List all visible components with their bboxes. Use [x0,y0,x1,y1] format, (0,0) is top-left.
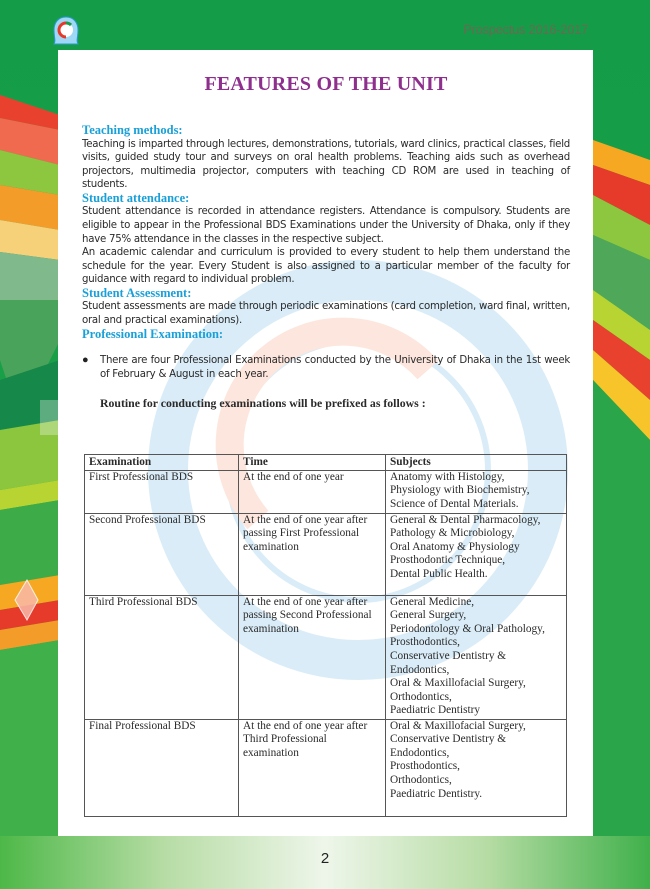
institution-logo [52,16,80,46]
subject-item: Oral & Maxillofacial Surgery, [390,677,526,690]
exam-routine-table [84,454,567,817]
cell-time: At the end of one year after Third Professional examination [239,719,386,816]
cell-subjects [386,513,567,595]
subject-item: Orthodontics, [390,690,452,703]
table-row [85,470,567,513]
bullet-dot-icon: ● [82,354,89,367]
table-row [85,513,567,595]
subject-item: Paediatric Dentistry. [390,787,483,800]
bullet-item [82,354,570,381]
subject-item: General Surgery, [390,609,467,622]
section-heading-teaching-methods: Teaching methods: [82,123,183,137]
section-paragraph: Student assessments are made through periodic examinations (card completion, ward final, written, oral and practical examinations). [82,301,570,327]
section-heading-professional-examination: Professional Examination: [82,326,224,341]
subject-item: Orthodontics, [390,773,452,786]
table-row [85,595,567,719]
subject-item: Conservative Dentistry & Endodontics, [390,649,507,676]
cell-examination: First Professional BDS [85,470,239,513]
bullet-text: There are four Professional Examinations conducted by the University of Dhaka in the 1st week of February & August in each year. [100,355,570,380]
subject-item: Conservative Dentistry & Endodontics, [390,733,507,759]
subject-item: Oral Anatomy & Physiology [390,540,520,553]
table-row [85,719,567,816]
cell-time: At the end of one year [239,470,386,513]
cell-subjects [386,719,567,816]
subject-item: Prosthodontics, [390,636,460,649]
subject-item: Physiology with Biochemistry, [390,484,530,497]
subject-item: Paediatric Dentistry [390,704,481,717]
section-paragraph: Teaching is imparted through lectures, demonstrations, tutorials, ward clinics, practical classes, field visits, guided study tour and surveys on oral health problems. Teaching aids such as overhead projectors, multimedia projector, computers with teaching CD ROM are used in teaching of students. [82,138,570,191]
cell-examination: Second Professional BDS [85,513,239,595]
column-header-examination: Examination [85,455,239,471]
running-head: Prospectus 2016-2017 [463,22,588,37]
column-header-time: Time [239,455,386,471]
column-header-subjects: Subjects [386,455,567,471]
subject-item: General & Dental Pharmacology, [390,513,541,526]
routine-caption: Routine for conducting examinations will be prefixed as follows : [100,396,426,411]
subject-item: Dental Public Health. [390,567,488,580]
page-number: 2 [320,850,330,867]
logo-emblem-icon [52,16,80,46]
section-heading-student-assessment: Student Assessment: [82,285,192,300]
subject-item: General Medicine, [390,595,475,608]
cell-time: At the end of one year after passing First Professional examination [239,513,386,595]
section-paragraph: An academic calendar and curriculum is provided to every student to help them understand the schedule for the year. Every Student is also assigned to a particular member of the faculty for guidance with regard to individual problem. [82,247,570,286]
cell-time: At the end of one year after passing Second Professional examination [239,595,386,719]
cell-examination: Third Professional BDS [85,595,239,719]
subject-item: Oral & Maxillofacial Surgery, [390,719,526,732]
page-content [82,50,570,411]
subject-item: Prosthodontic Technique, [390,554,506,567]
subject-item: Science of Dental Materials. [390,497,519,510]
cell-examination: Final Professional BDS [85,719,239,816]
table-header-row [85,455,567,471]
section-paragraph: Student attendance is recorded in attendance registers. Attendance is compulsory. Students are eligible to appear in the Professional BDS Examinations under the University of Dhaka, only if they have 75% attendance in the classes in the respective subject. [82,206,570,245]
subject-item: Pathology & Microbiology, [390,527,515,540]
cell-subjects [386,470,567,513]
content-panel [58,50,593,836]
page-title: FEATURES OF THE UNIT [204,73,448,95]
subject-item: Anatomy with Histology, [390,470,505,483]
section-heading-student-attendance: Student attendance: [82,190,190,205]
cell-subjects [386,595,567,719]
subject-item: Periodontology & Oral Pathology, [390,622,545,635]
subject-item: Prosthodontics, [390,760,460,773]
